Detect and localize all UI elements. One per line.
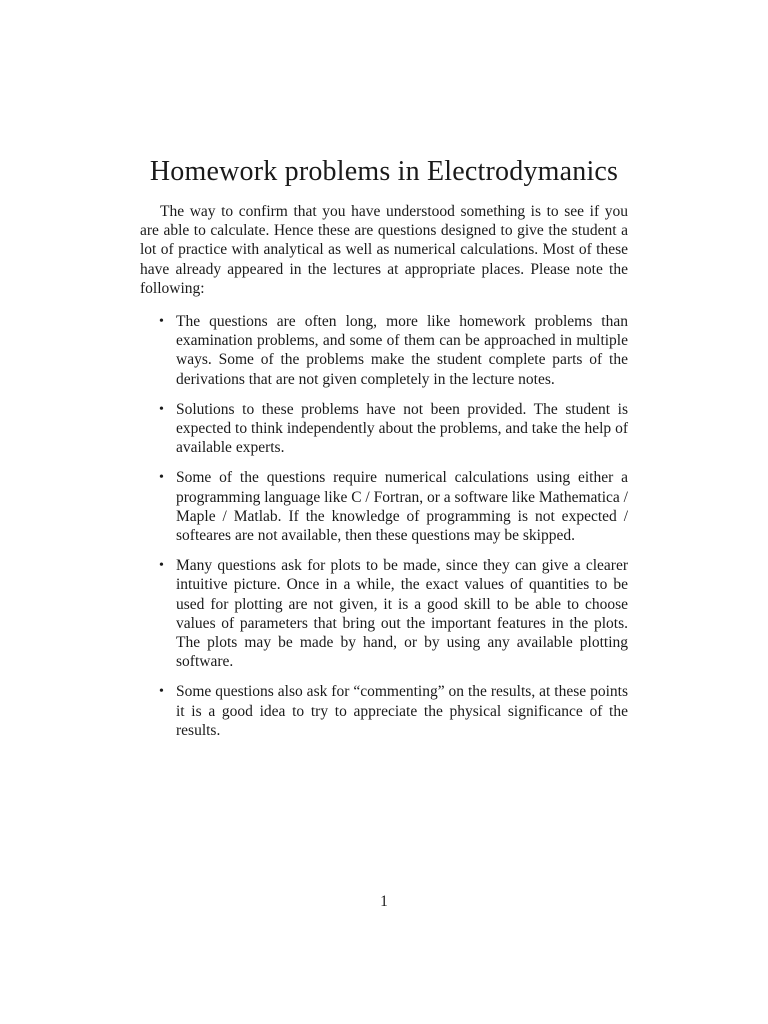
list-item-text: Some questions also ask for “commenting” on the results, at these points it is a good idea to try to appreciate the physical significance of the results.: [176, 683, 628, 739]
list-item-text: Some of the questions require numerical calculations using either a programming language like C / Fortran, or a software like Mathematica / Maple / Matlab. If the knowledge of programming is not expected / softeares are not available, then these questions may be skipped.: [176, 469, 628, 545]
intro-paragraph: The way to confirm that you have understood something is to see if you are able to calculate. Hence these are questions designed to give the student a lot of practice with analytical as well as numerical calculations. Most of these have already appeared in the lectures at appropriate places. Please note the following:: [140, 203, 628, 297]
bullet-icon: •: [159, 558, 164, 574]
bullet-icon: •: [159, 314, 164, 330]
list-item-text: Solutions to these problems have not been provided. The student is expected to think independently about the problems, and take the help of available experts.: [176, 400, 628, 457]
list-item-text: Many questions ask for plots to be made, since they can give a clearer intuitive picture. Once in a while, the exact values of quantities to be used for plotting are not given, it is a good skill to be able to choose values of parameters that bring out the important features in the plots. The plots may be made by hand, or by using any available plotting software.: [176, 557, 628, 671]
page-number: 1: [380, 893, 388, 910]
page-title: Homework problems in Electrodymanics: [149, 156, 619, 187]
list-item: [140, 682, 628, 740]
list-item: [140, 312, 628, 389]
bullet-icon: •: [159, 684, 164, 700]
list-item: [140, 400, 628, 458]
list-item: [140, 468, 628, 545]
list-item: [140, 556, 628, 671]
list-item-text: The questions are often long, more like homework problems than examination problems, and some of them can be approached in multiple ways. Some of the problems make the student complete parts of the derivations that are not given completely in the lecture notes.: [176, 313, 628, 388]
bullet-icon: •: [159, 470, 164, 486]
notes-list: [140, 312, 628, 740]
document-body: [140, 202, 628, 751]
bullet-icon: •: [159, 401, 164, 417]
